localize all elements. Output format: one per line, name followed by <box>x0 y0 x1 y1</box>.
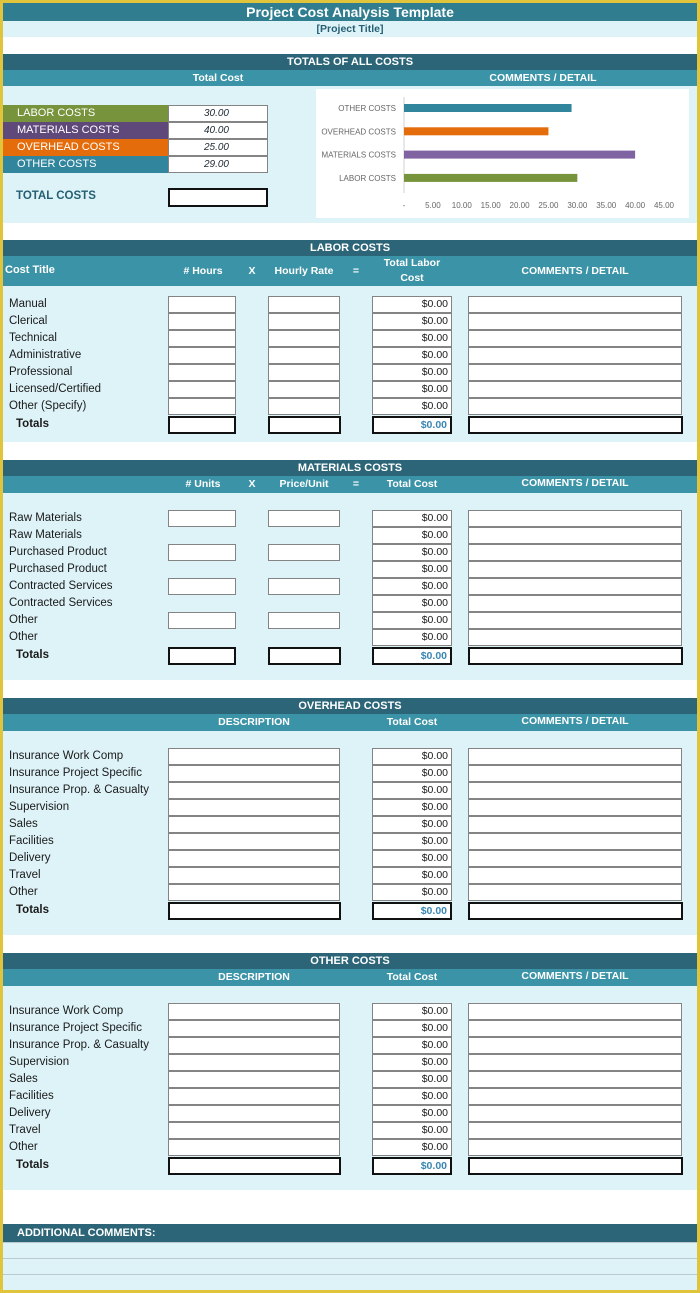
labor-hours-total <box>168 416 236 434</box>
chart-bar <box>404 127 548 135</box>
material-comment-input[interactable] <box>468 561 682 578</box>
labor-row-label: Clerical <box>9 315 48 327</box>
price-input[interactable] <box>268 510 340 527</box>
chart-x-tick-label: 25.00 <box>538 201 559 210</box>
labor-comments-col: COMMENTS / DETAIL <box>521 265 629 277</box>
overhead-description-input[interactable] <box>168 748 340 765</box>
overhead-comment-input[interactable] <box>468 833 682 850</box>
material-total-cell: $0.00 <box>372 578 452 595</box>
hours-input[interactable] <box>168 364 236 381</box>
material-total-cell: $0.00 <box>372 561 452 578</box>
other-comment-input[interactable] <box>468 1020 682 1037</box>
other-row-label: Delivery <box>9 1107 51 1119</box>
chart-bar <box>404 104 572 112</box>
materials-subheader <box>3 476 697 493</box>
units-input[interactable] <box>168 612 236 629</box>
hours-input[interactable] <box>168 313 236 330</box>
material-comment-input[interactable] <box>468 595 682 612</box>
labor-total-cell: $0.00 <box>372 347 452 364</box>
overhead-description-input[interactable] <box>168 765 340 782</box>
hours-input[interactable] <box>168 296 236 313</box>
labor-comment-input[interactable] <box>468 296 682 313</box>
other-row-label: Supervision <box>9 1056 70 1068</box>
overhead-total-cell: $0.00 <box>372 782 452 799</box>
other-row-label: Travel <box>9 1124 41 1136</box>
chart-category-label: LABOR COSTS <box>339 173 396 183</box>
overhead-row-label: Insurance Work Comp <box>9 750 124 762</box>
chart-x-tick-label: 15.00 <box>480 201 501 210</box>
hourly-rate-input[interactable] <box>268 330 340 347</box>
eq-col: = <box>352 265 360 277</box>
hours-input[interactable] <box>168 330 236 347</box>
overhead-comment-input[interactable] <box>468 884 682 901</box>
overhead-total-cell: $0.00 <box>372 850 452 867</box>
overhead-row-label: Travel <box>9 869 41 881</box>
chart-bar <box>404 174 577 182</box>
other-comment-input[interactable] <box>468 1037 682 1054</box>
materials-comments-col: COMMENTS / DETAIL <box>521 477 629 489</box>
overhead-description-input[interactable] <box>168 782 340 799</box>
labor-total-cell: $0.00 <box>372 364 452 381</box>
materials-price-total <box>268 647 341 665</box>
additional-comments-field[interactable] <box>3 1242 697 1290</box>
overhead-comment-input[interactable] <box>468 850 682 867</box>
overhead-description-input[interactable] <box>168 867 340 884</box>
hourly-rate-input[interactable] <box>268 381 340 398</box>
chart-x-tick-label: 30.00 <box>567 201 588 210</box>
total-labor-col-l2: Cost <box>400 272 424 284</box>
category-total-field[interactable]: 25.00 <box>168 139 268 156</box>
other-row-label: Other <box>9 1141 38 1153</box>
overhead-total-cell: $0.00 <box>372 884 452 901</box>
chart-x-tick-label: 5.00 <box>425 201 441 210</box>
material-row-label: Contracted Services <box>9 580 113 592</box>
material-row-label: Purchased Product <box>9 546 107 558</box>
category-label: OTHER COSTS <box>3 156 168 173</box>
labor-row-label: Other (Specify) <box>9 400 87 412</box>
chart-x-tick-label: 10.00 <box>451 201 472 210</box>
overhead-row-label: Facilities <box>9 835 54 847</box>
overhead-description-input[interactable] <box>168 816 340 833</box>
units-input[interactable] <box>168 544 236 561</box>
other-comment-input[interactable] <box>468 1088 682 1105</box>
totals-subheader <box>3 70 697 86</box>
description-col: DESCRIPTION <box>218 716 290 728</box>
cost-bar-chart <box>316 89 689 218</box>
price-input[interactable] <box>268 544 340 561</box>
overhead-description-input[interactable] <box>168 799 340 816</box>
hourly-rate-col: Hourly Rate <box>274 265 334 277</box>
labor-header: LABOR COSTS <box>3 240 697 256</box>
other-row-label: Insurance Prop. & Casualty <box>9 1039 149 1051</box>
other-comment-input[interactable] <box>468 1071 682 1088</box>
material-total-cell: $0.00 <box>372 595 452 612</box>
other-comment-input[interactable] <box>468 1122 682 1139</box>
hours-input[interactable] <box>168 347 236 364</box>
overhead-row-label: Insurance Prop. & Casualty <box>9 784 149 796</box>
overhead-total-cell: $0.00 <box>372 799 452 816</box>
material-row-label: Raw Materials <box>9 529 82 541</box>
other-comments-col: COMMENTS / DETAIL <box>521 970 629 982</box>
materials-units-total <box>168 647 236 665</box>
total-cost-col: Total Cost <box>386 478 438 490</box>
category-label: MATERIALS COSTS <box>3 122 168 139</box>
category-total-field[interactable]: 40.00 <box>168 122 268 139</box>
other-grand-total: $0.00 <box>372 1157 452 1175</box>
units-col: # Units <box>185 478 221 490</box>
labor-subheader <box>3 256 697 286</box>
other-comment-input[interactable] <box>468 1054 682 1071</box>
other-row-label: Insurance Work Comp <box>9 1005 124 1017</box>
comment-line <box>3 1274 697 1275</box>
overhead-comment-input[interactable] <box>468 765 682 782</box>
other-totals-label: Totals <box>16 1159 50 1171</box>
other-comment-input[interactable] <box>468 1105 682 1122</box>
units-input[interactable] <box>168 578 236 595</box>
overhead-comment-input[interactable] <box>468 799 682 816</box>
labor-comment-input[interactable] <box>468 330 682 347</box>
labor-total-cell: $0.00 <box>372 398 452 415</box>
other-comment-input[interactable] <box>468 1003 682 1020</box>
materials-header: MATERIALS COSTS <box>3 460 697 476</box>
chart-category-label: MATERIALS COSTS <box>321 150 396 160</box>
material-comment-input[interactable] <box>468 527 682 544</box>
material-comment-input[interactable] <box>468 544 682 561</box>
hourly-rate-input[interactable] <box>268 313 340 330</box>
labor-total-cell: $0.00 <box>372 313 452 330</box>
labor-total-cell: $0.00 <box>372 296 452 313</box>
cost-chart <box>316 89 689 218</box>
x-col: X <box>248 265 256 277</box>
labor-totals-label: Totals <box>16 418 50 430</box>
other-total-cell: $0.00 <box>372 1139 452 1156</box>
overhead-comment-input[interactable] <box>468 782 682 799</box>
overhead-grand-total: $0.00 <box>372 902 452 920</box>
labor-row-label: Licensed/Certified <box>9 383 102 395</box>
total-cost-col: Total Cost <box>386 716 438 728</box>
category-label: LABOR COSTS <box>3 105 168 122</box>
totals-header: TOTALS OF ALL COSTS <box>3 54 697 70</box>
category-label: OVERHEAD COSTS <box>3 139 168 156</box>
chart-x-tick-label: 35.00 <box>596 201 617 210</box>
other-header: OTHER COSTS <box>3 953 697 969</box>
overhead-description-input[interactable] <box>168 833 340 850</box>
other-description-input[interactable] <box>168 1071 340 1088</box>
labor-row-label: Administrative <box>9 349 82 361</box>
other-row-label: Insurance Project Specific <box>9 1022 142 1034</box>
other-total-cell: $0.00 <box>372 1071 452 1088</box>
materials-totals-label: Totals <box>16 649 50 661</box>
other-subheader <box>3 969 697 986</box>
description-col: DESCRIPTION <box>218 971 290 983</box>
other-comment-total <box>468 1157 683 1175</box>
overhead-description-input[interactable] <box>168 884 340 901</box>
eq-col: = <box>352 478 360 490</box>
overhead-total-cell: $0.00 <box>372 748 452 765</box>
other-description-input[interactable] <box>168 1105 340 1122</box>
materials-comment-total <box>468 647 683 665</box>
material-total-cell: $0.00 <box>372 510 452 527</box>
hours-col: # Hours <box>183 265 223 277</box>
material-total-cell: $0.00 <box>372 629 452 646</box>
material-row-label: Raw Materials <box>9 512 82 524</box>
other-description-input[interactable] <box>168 1020 340 1037</box>
price-input[interactable] <box>268 578 340 595</box>
hours-input[interactable] <box>168 398 236 415</box>
material-row-label: Contracted Services <box>9 597 113 609</box>
overhead-comment-input[interactable] <box>468 816 682 833</box>
total-cost-col: Total Cost <box>386 971 438 983</box>
other-row-label: Facilities <box>9 1090 54 1102</box>
other-total-cell: $0.00 <box>372 1020 452 1037</box>
labor-comment-input[interactable] <box>468 347 682 364</box>
overhead-row-label: Sales <box>9 818 38 830</box>
material-comment-input[interactable] <box>468 578 682 595</box>
overhead-total-cell: $0.00 <box>372 867 452 884</box>
overhead-totals-label: Totals <box>16 904 50 916</box>
hourly-rate-input[interactable] <box>268 398 340 415</box>
labor-rate-total <box>268 416 341 434</box>
other-total-cell: $0.00 <box>372 1088 452 1105</box>
total-costs-field[interactable] <box>168 188 268 207</box>
other-row-label: Sales <box>9 1073 38 1085</box>
units-input[interactable] <box>168 510 236 527</box>
labor-grand-total: $0.00 <box>372 416 452 434</box>
overhead-row-label: Delivery <box>9 852 51 864</box>
overhead-comments-col: COMMENTS / DETAIL <box>521 715 629 727</box>
chart-category-label: OTHER COSTS <box>338 104 396 113</box>
material-row-label: Purchased Product <box>9 563 107 575</box>
x-col: X <box>248 478 256 490</box>
other-description-input[interactable] <box>168 1003 340 1020</box>
chart-category-label: OVERHEAD COSTS <box>321 127 396 137</box>
overhead-description-input[interactable] <box>168 850 340 867</box>
category-total-field[interactable]: 29.00 <box>168 156 268 173</box>
total-cost-col-header: Total Cost <box>192 72 244 84</box>
overhead-total-cell: $0.00 <box>372 816 452 833</box>
overhead-row-label: Insurance Project Specific <box>9 767 142 779</box>
total-costs-label: TOTAL COSTS <box>16 190 96 202</box>
comment-line <box>3 1258 697 1259</box>
overhead-comment-total <box>468 902 683 920</box>
additional-comments-header: ADDITIONAL COMMENTS: <box>3 1224 697 1242</box>
other-description-input[interactable] <box>168 1122 340 1139</box>
other-description-input[interactable] <box>168 1054 340 1071</box>
labor-row-label: Professional <box>9 366 73 378</box>
other-total-cell: $0.00 <box>372 1003 452 1020</box>
labor-total-cell: $0.00 <box>372 330 452 347</box>
other-total-cell: $0.00 <box>372 1122 452 1139</box>
other-comment-input[interactable] <box>468 1139 682 1156</box>
overhead-description-total <box>168 902 341 920</box>
category-total-field[interactable]: 30.00 <box>168 105 268 122</box>
other-description-input[interactable] <box>168 1088 340 1105</box>
material-row-label: Other <box>9 614 38 626</box>
materials-grand-total: $0.00 <box>372 647 452 665</box>
other-description-total <box>168 1157 341 1175</box>
chart-bar <box>404 151 635 159</box>
other-total-cell: $0.00 <box>372 1054 452 1071</box>
material-row-label: Other <box>9 631 38 643</box>
overhead-row-label: Supervision <box>9 801 70 813</box>
page-title: Project Cost Analysis Template <box>3 3 697 21</box>
labor-comment-input[interactable] <box>468 364 682 381</box>
overhead-subheader <box>3 714 697 731</box>
labor-comment-input[interactable] <box>468 398 682 415</box>
overhead-header: OVERHEAD COSTS <box>3 698 697 714</box>
other-total-cell: $0.00 <box>372 1037 452 1054</box>
labor-row-label: Manual <box>9 298 47 310</box>
material-comment-input[interactable] <box>468 629 682 646</box>
chart-x-tick-label: - <box>402 201 406 210</box>
labor-comment-input[interactable] <box>468 381 682 398</box>
material-comment-input[interactable] <box>468 510 682 527</box>
material-comment-input[interactable] <box>468 612 682 629</box>
labor-comment-total <box>468 416 683 434</box>
hourly-rate-input[interactable] <box>268 364 340 381</box>
hours-input[interactable] <box>168 381 236 398</box>
overhead-total-cell: $0.00 <box>372 765 452 782</box>
cost-title-col: Cost Title <box>5 264 55 276</box>
overhead-total-cell: $0.00 <box>372 833 452 850</box>
overhead-comment-input[interactable] <box>468 748 682 765</box>
overhead-row-label: Other <box>9 886 38 898</box>
project-title-field[interactable]: [Project Title] <box>3 21 697 37</box>
chart-x-tick-label: 40.00 <box>625 201 646 210</box>
price-input[interactable] <box>268 612 340 629</box>
labor-total-cell: $0.00 <box>372 381 452 398</box>
price-col: Price/Unit <box>279 478 329 490</box>
hourly-rate-input[interactable] <box>268 296 340 313</box>
hourly-rate-input[interactable] <box>268 347 340 364</box>
overhead-comment-input[interactable] <box>468 867 682 884</box>
total-labor-col-l1: Total Labor <box>383 257 441 269</box>
other-description-input[interactable] <box>168 1037 340 1054</box>
labor-row-label: Technical <box>9 332 57 344</box>
material-total-cell: $0.00 <box>372 527 452 544</box>
other-description-input[interactable] <box>168 1139 340 1156</box>
comments-col-header: COMMENTS / DETAIL <box>489 72 597 84</box>
chart-x-tick-label: 45.00 <box>653 201 675 210</box>
material-total-cell: $0.00 <box>372 544 452 561</box>
other-total-cell: $0.00 <box>372 1105 452 1122</box>
material-total-cell: $0.00 <box>372 612 452 629</box>
chart-x-tick-label: 20.00 <box>509 201 530 210</box>
labor-comment-input[interactable] <box>468 313 682 330</box>
